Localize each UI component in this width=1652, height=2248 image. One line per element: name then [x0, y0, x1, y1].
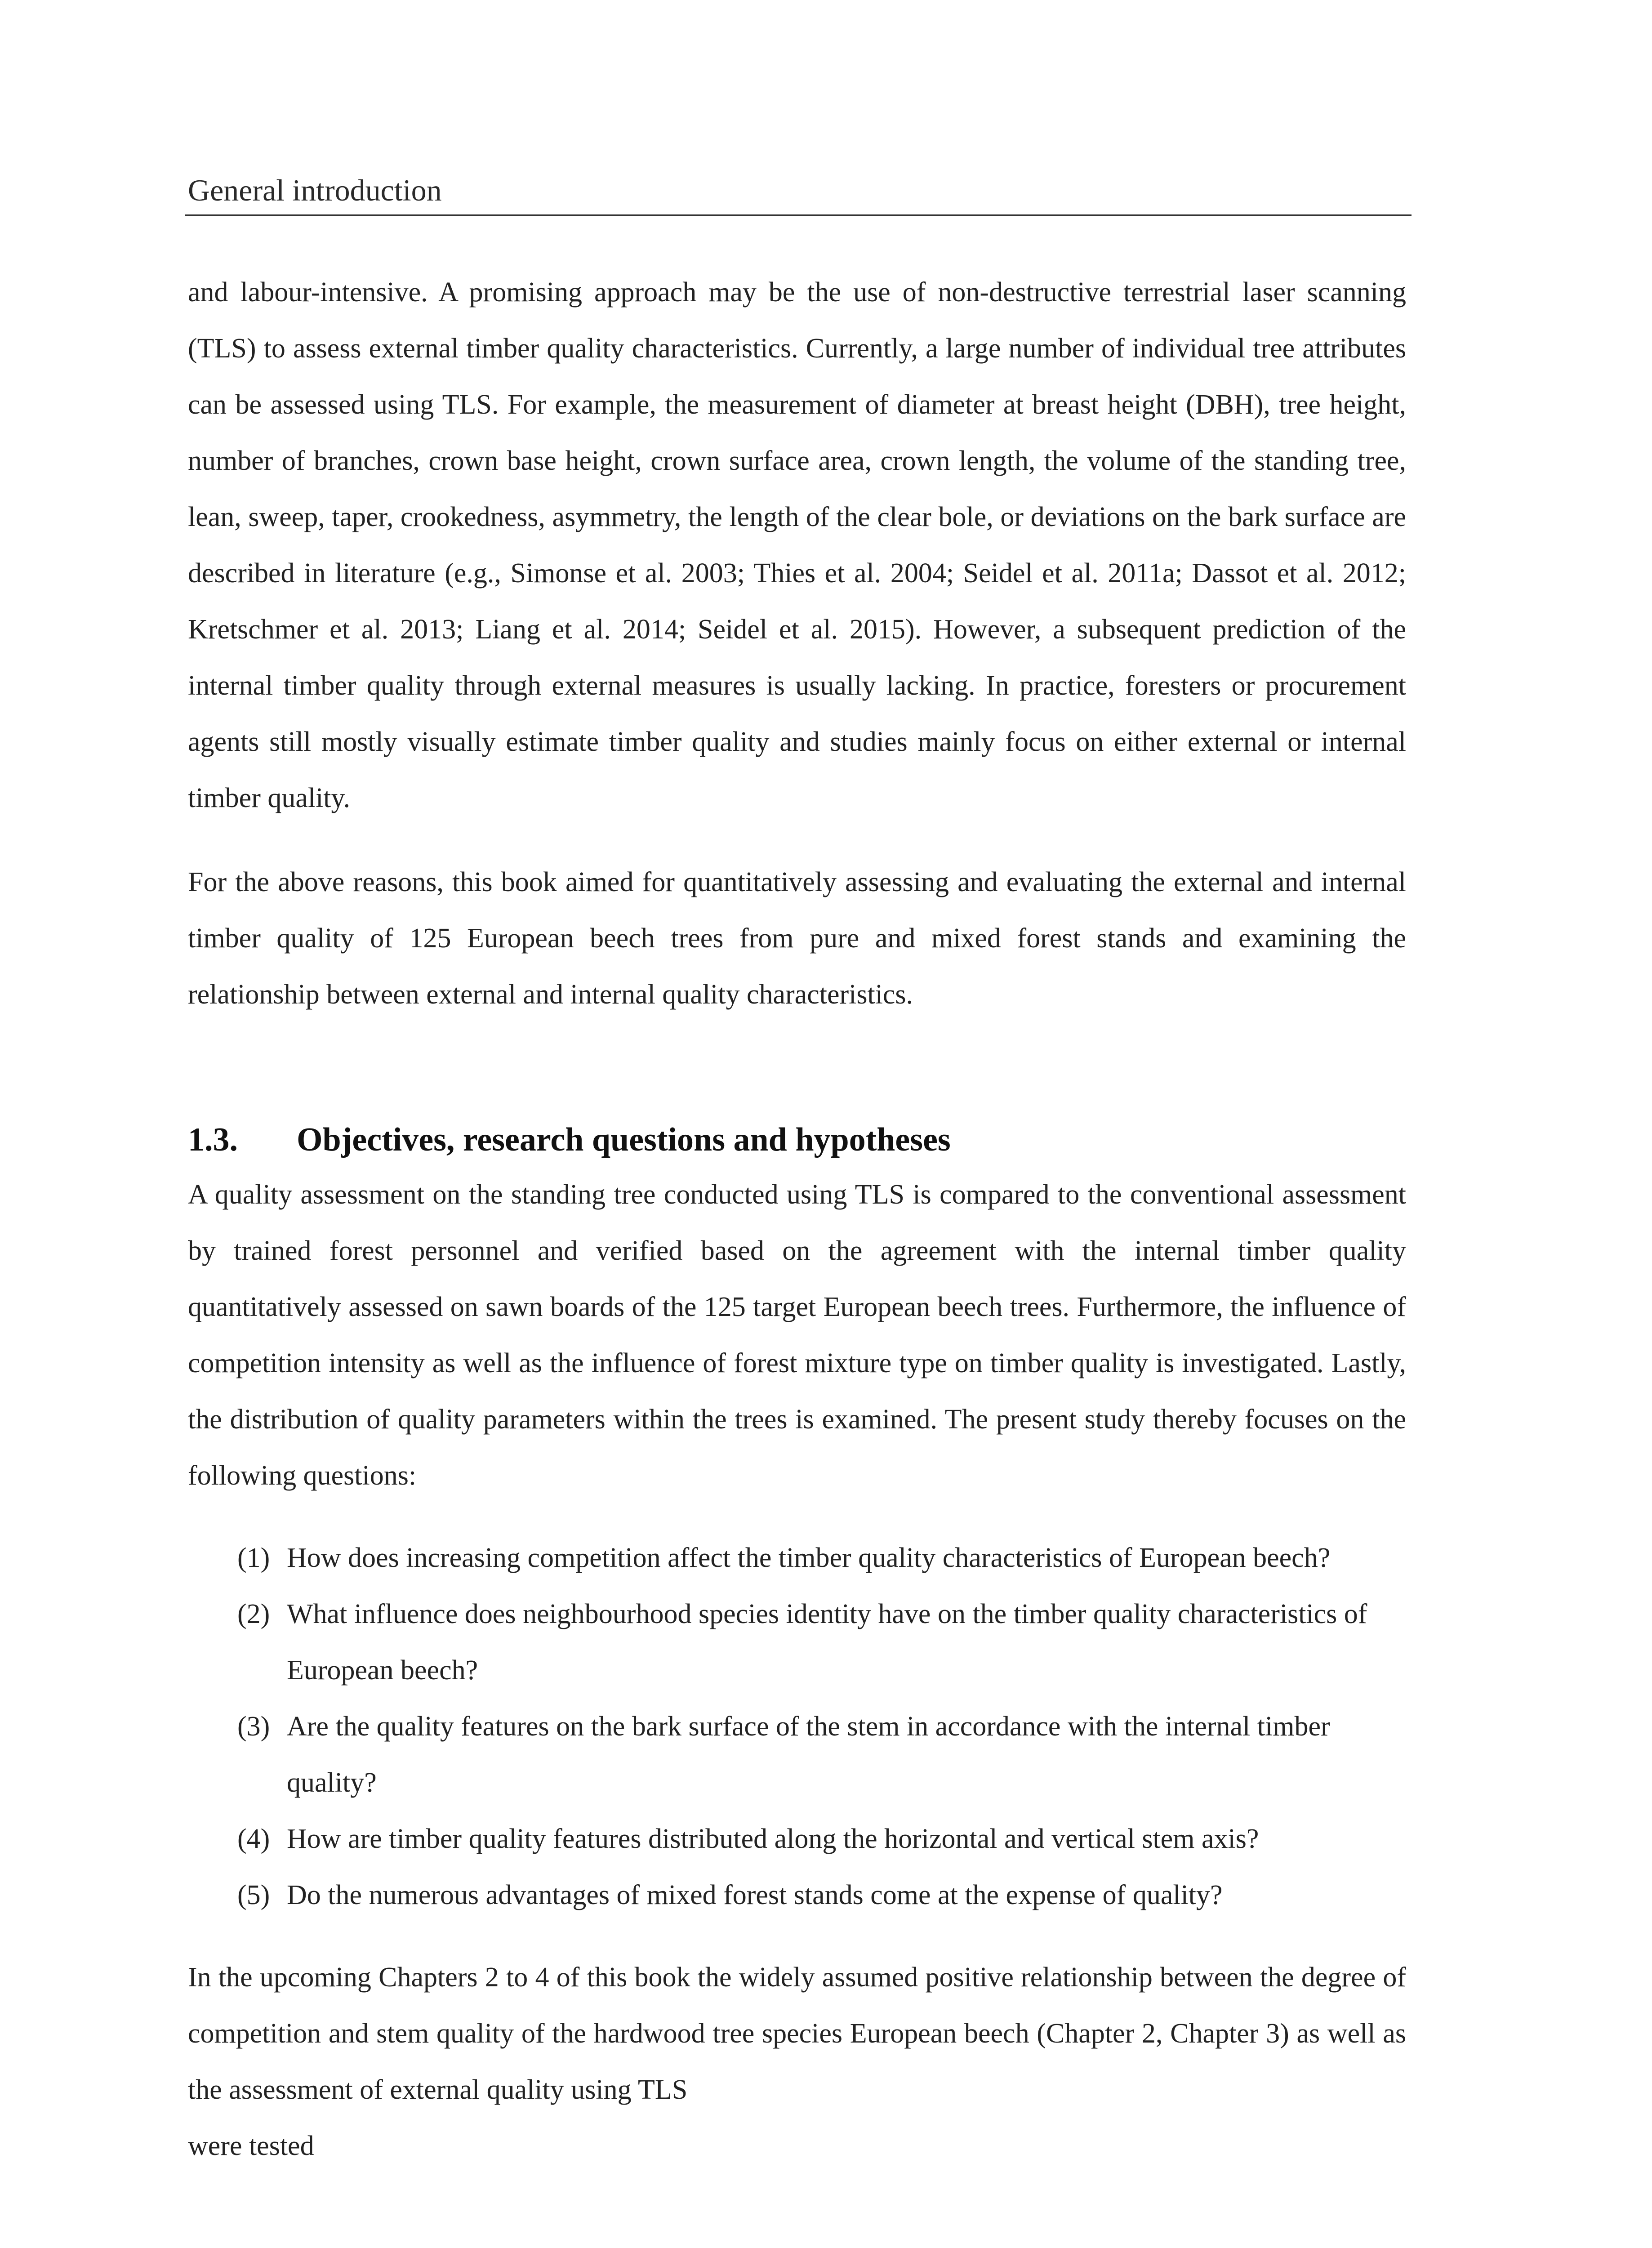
question-number: (3) [237, 1711, 270, 1742]
research-question [188, 1699, 1406, 1811]
question-text: Do the numerous advantages of mixed forest stands come at the expense of quality? [287, 1880, 1223, 1910]
page-body [188, 264, 1406, 2174]
research-question [188, 1867, 1406, 1923]
research-question [188, 1530, 1406, 1586]
question-text: Are the quality features on the bark surface of the stem in accordance with the internal timber quality? [287, 1711, 1330, 1798]
section-heading [188, 1113, 1406, 1167]
research-question [188, 1811, 1406, 1867]
paragraph-continuation: were tested [188, 2131, 314, 2161]
question-text: What influence does neighbourhood species identity have on the timber quality characteristics of European beech? [287, 1599, 1367, 1686]
section-title: Objectives, research questions and hypotheses [297, 1121, 951, 1158]
research-questions-list [188, 1530, 1406, 1923]
question-number: (4) [237, 1824, 270, 1854]
research-question [188, 1586, 1406, 1699]
question-number: (1) [237, 1543, 270, 1573]
question-text: How does increasing competition affect the timber quality characteristics of European beech? [287, 1543, 1331, 1573]
paragraph-tls-intro: and labour-intensive. A promising approach may be the use of non-destructive terrestrial laser scanning (TLS) to assess external timber quality characteristics. Currently, a large number of individual tree attributes can be assessed using TLS. For example, the measurement of diameter at breast height (DBH), tree height, number of branches, crown base height, crown surface area, crown length, the volume of the standing tree, lean, sweep, taper, crookedness, asymmetry, the length of the clear bole, or deviations on the bark surface are described in literature (e.g., Simonse et al. 2003; Thies et al. 2004; Seidel et al. 2011a; Dassot et al. 2012; Kretschmer et al. 2013; Liang et al. 2014; Seidel et al. 2015). However, a subsequent prediction of the internal timber quality through external measures is usually lacking. In practice, foresters or procurement agents still mostly visually estimate timber quality and studies mainly focus on either external or internal timber quality. [188, 277, 1406, 813]
header-rule [185, 214, 1412, 216]
running-header: General introduction [188, 173, 442, 207]
paragraph-book-aim: For the above reasons, this book aimed for quantitatively assessing and evaluating the external and internal timber quality of 125 European beech trees from pure and mixed forest stands and examining the relationship between external and internal quality characteristics. [188, 867, 1406, 1010]
question-number: (5) [237, 1880, 270, 1910]
section-number: 1.3. [188, 1121, 238, 1158]
question-text: How are timber quality features distributed along the horizontal and vertical stem axis? [287, 1824, 1259, 1854]
paragraph-objectives: A quality assessment on the standing tree conducted using TLS is compared to the conventional assessment by trained forest personnel and verified based on the agreement with the internal timber quality quantitatively assessed on sawn boards of the 125 target European beech trees. Furthermore, the influence of competition intensity as well as the influence of forest mixture type on timber quality is investigated. Lastly, the distribution of quality parameters within the trees is examined. The present study thereby focuses on the following questions: [188, 1179, 1406, 1491]
paragraph-upcoming-chapters: In the upcoming Chapters 2 to 4 of this book the widely assumed positive relationship between the degree of competition and stem quality of the hardwood tree species European beech (Chapter 2, Chapter 3) as well as the assessment of external quality using TLS [188, 1962, 1406, 2105]
question-number: (2) [237, 1599, 270, 1629]
